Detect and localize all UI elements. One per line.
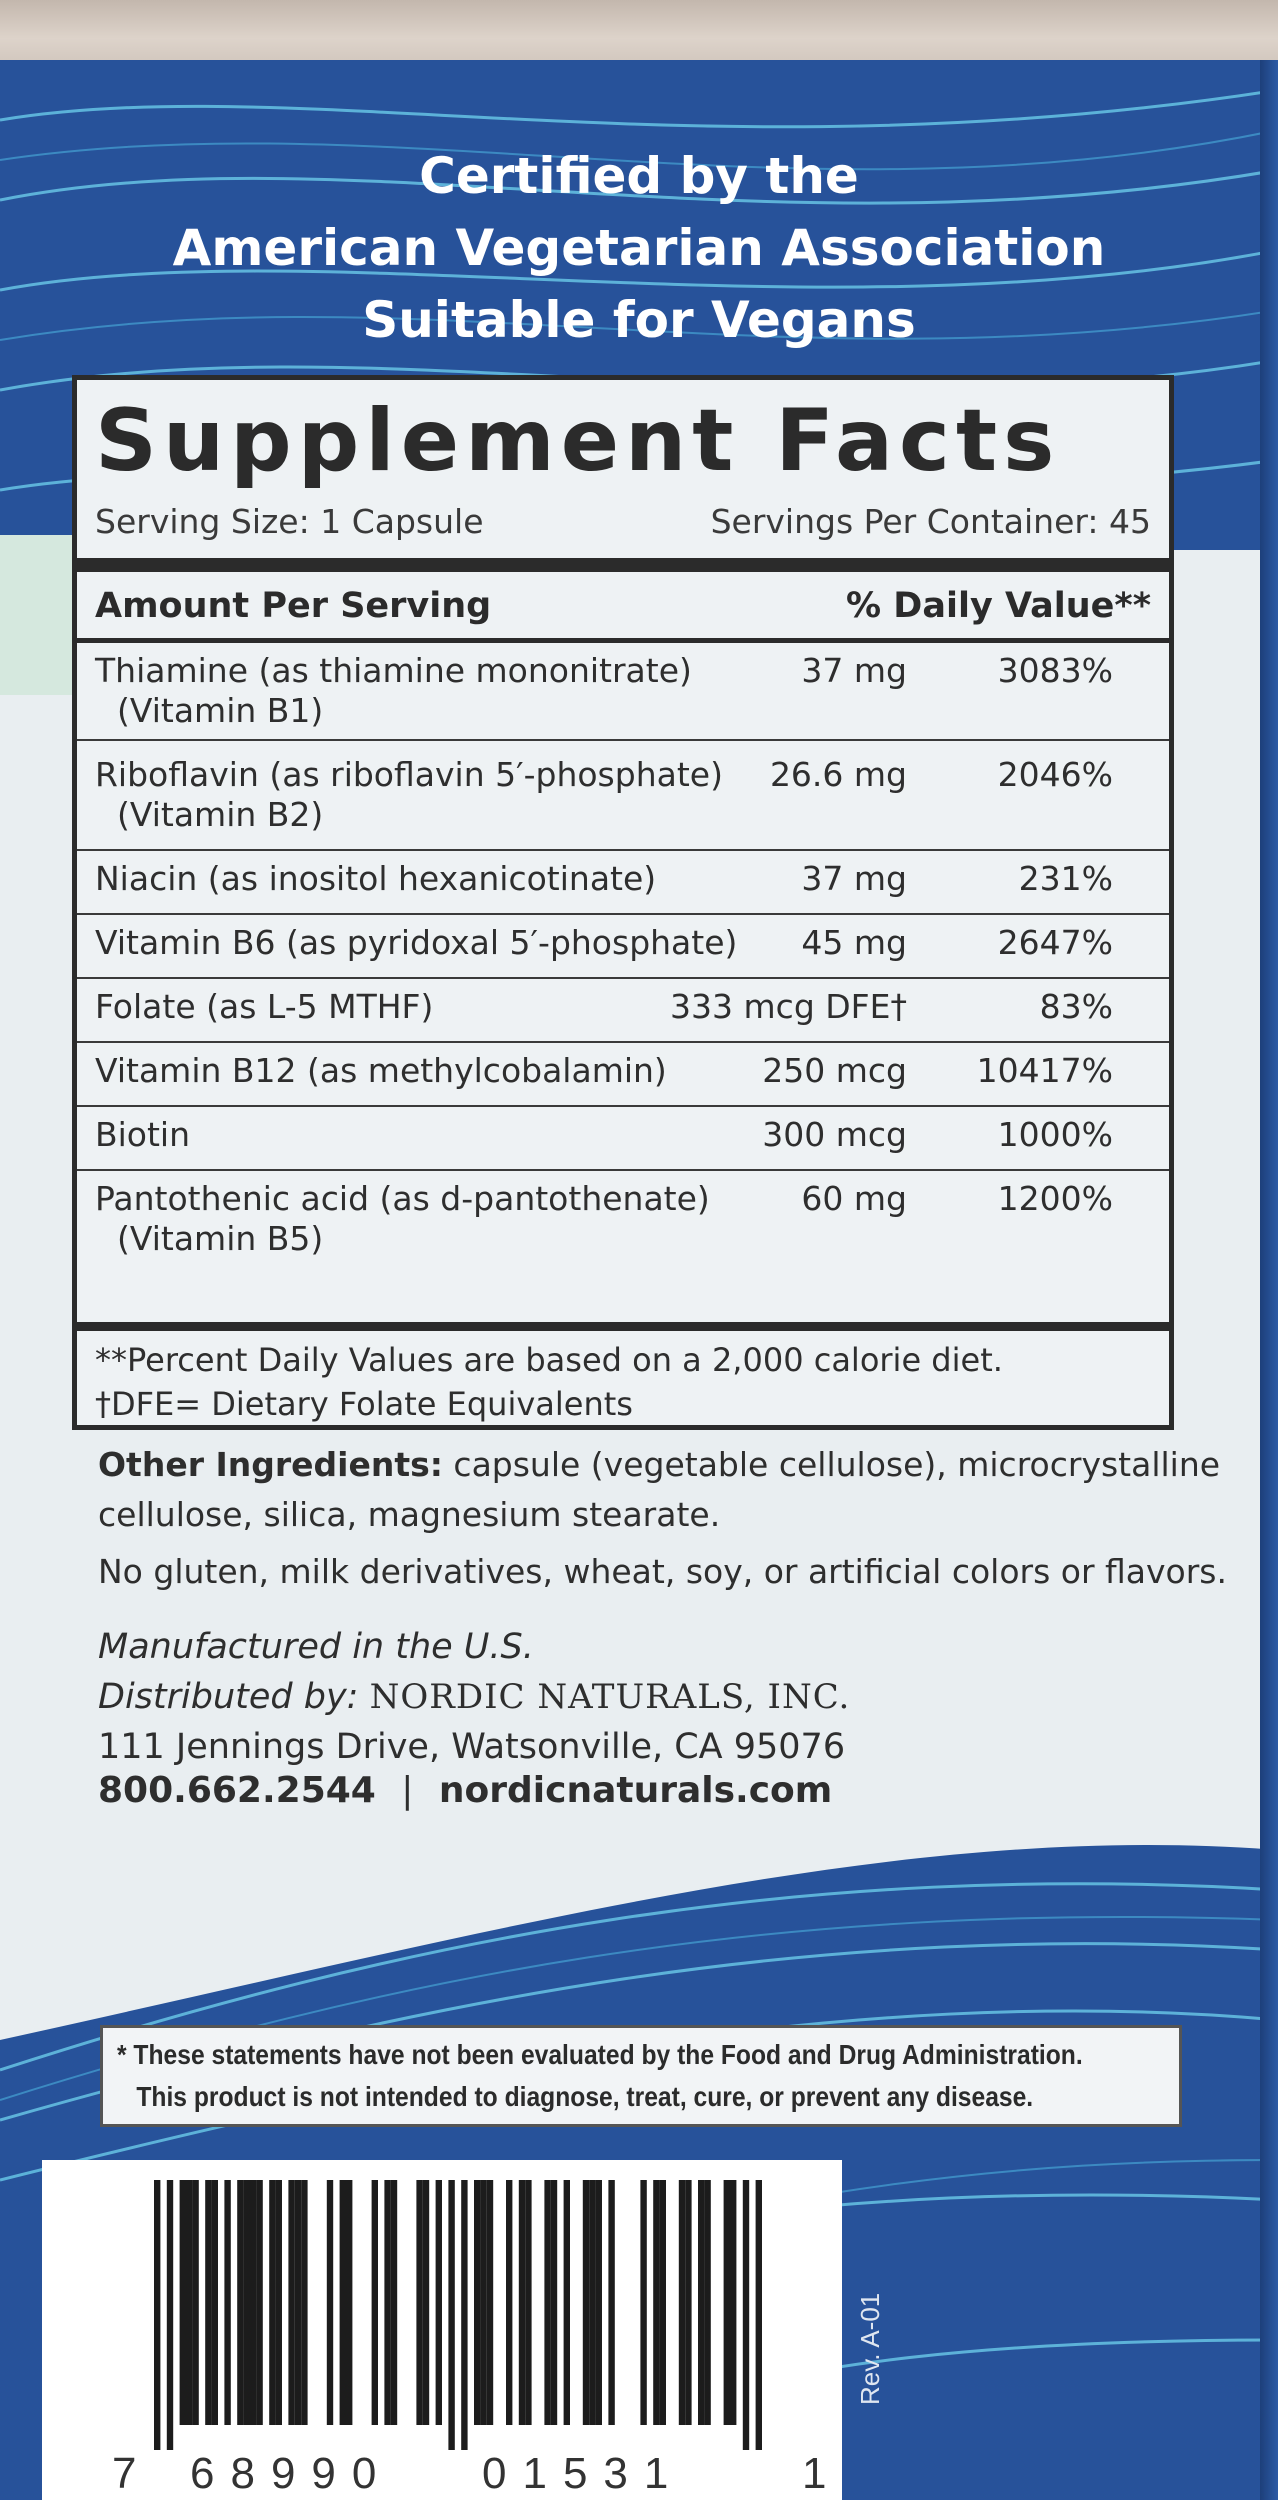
- barcode-bar: [192, 2180, 198, 2425]
- thick-divider: [77, 558, 1169, 572]
- barcode-bar: [180, 2180, 186, 2425]
- serving-size: Serving Size: 1 Capsule: [95, 502, 484, 541]
- barcode-bar: [461, 2180, 467, 2450]
- other-ingredients-label: Other Ingredients:: [98, 1445, 443, 1484]
- nutrient-daily-value: 3083%: [997, 651, 1113, 690]
- website: nordicnaturals.com: [438, 1770, 833, 1811]
- barcode-bar: [730, 2180, 736, 2425]
- nutrient-row: [77, 741, 1169, 851]
- box-side-edge: [1260, 60, 1278, 2500]
- disclaimer-line-2: This product is not intended to diagnose, treat, cure, or prevent any disease.: [136, 2081, 1034, 2112]
- daily-value-footnote: **Percent Daily Values are based on a 2,000 calorie diet.: [95, 1341, 1003, 1379]
- barcode-bar: [589, 2180, 595, 2425]
- company-address: 111 Jennings Drive, Watsonville, CA 95076: [98, 1727, 846, 1767]
- barcode-bar: [423, 2180, 429, 2425]
- barcode-bar: [685, 2180, 691, 2425]
- contact-line: [98, 1766, 832, 1816]
- nutrient-row: [77, 1107, 1169, 1171]
- barcode-bar: [391, 2180, 397, 2425]
- nutrient-row: [77, 979, 1169, 1043]
- barcode-bar: [276, 2180, 282, 2425]
- barcode-bar: [756, 2180, 762, 2450]
- nutrient-amount: 45 mg: [801, 923, 907, 962]
- nutrient-name: Folate (as L-5 MTHF): [95, 987, 434, 1026]
- barcode-bar: [224, 2180, 230, 2425]
- nutrient-amount: 37 mg: [801, 651, 907, 690]
- cert-line-2: American Vegetarian Association: [172, 219, 1106, 277]
- nutrient-amount: 333 mcg DFE†: [670, 987, 907, 1026]
- barcode-bar: [640, 2180, 646, 2425]
- company-name: NORDIC NATURALS, INC.: [369, 1677, 851, 1717]
- nutrient-row: [77, 643, 1169, 741]
- barcode-check-digit: 1: [802, 2449, 827, 2498]
- nutrient-subname: (Vitamin B5): [117, 1219, 324, 1258]
- barcode-bar: [704, 2180, 710, 2425]
- barcode-right-digits: 01531: [482, 2449, 685, 2498]
- barcode-bar: [724, 2180, 730, 2425]
- barcode-bar: [212, 2180, 218, 2425]
- barcode-bar: [544, 2180, 550, 2425]
- nutrient-row: [77, 851, 1169, 915]
- nutrient-subname: (Vitamin B2): [117, 795, 324, 834]
- barcode-bar: [167, 2180, 173, 2450]
- barcode-bar: [596, 2180, 602, 2425]
- barcode-bar: [384, 2180, 390, 2425]
- cert-line-3: Suitable for Vegans: [362, 291, 916, 349]
- nutrient-name: Niacin (as inositol hexanicotinate): [95, 859, 657, 898]
- phone-number: 800.662.2544: [98, 1770, 376, 1811]
- nutrient-amount: 300 mcg: [762, 1115, 907, 1154]
- barcode-bar: [608, 2180, 614, 2425]
- barcode-bar: [416, 2180, 422, 2425]
- nutrient-amount: 60 mg: [801, 1179, 907, 1218]
- column-header: [77, 580, 1169, 632]
- barcode-bars: [154, 2180, 762, 2450]
- barcode-bar: [340, 2180, 346, 2425]
- barcode-bar: [525, 2180, 531, 2425]
- barcode-bar: [186, 2180, 192, 2425]
- nutrient-amount: 26.6 mg: [769, 755, 907, 794]
- nutrient-name: Thiamine (as thiamine mononitrate): [95, 651, 692, 690]
- nutrient-daily-value: 83%: [1039, 987, 1113, 1026]
- other-ingredients-line-2: cellulose, silica, magnesium stearate.: [98, 1495, 721, 1534]
- green-side-tab: [0, 535, 72, 695]
- cert-line-1: Certified by the: [419, 147, 859, 205]
- nutrient-name: Riboflavin (as riboflavin 5′-phosphate): [95, 755, 723, 794]
- dfe-footnote: †DFE= Dietary Folate Equivalents: [95, 1385, 633, 1423]
- certification-text: [0, 140, 1278, 356]
- nutrient-daily-value: 2647%: [997, 923, 1113, 962]
- nutrient-amount: 250 mcg: [762, 1051, 907, 1090]
- amount-per-serving-header: Amount Per Serving: [95, 586, 492, 626]
- barcode-bar: [301, 2180, 307, 2425]
- nutrient-name: Pantothenic acid (as d-pantothenate): [95, 1179, 710, 1218]
- barcode-bar: [372, 2180, 378, 2425]
- barcode-bar: [679, 2180, 685, 2425]
- nutrient-row: [77, 1043, 1169, 1107]
- other-ingredients-line-1: capsule (vegetable cellulose), microcrystalline: [442, 1445, 1221, 1484]
- contact-separator: |: [401, 1770, 414, 1811]
- barcode-lead-digit: 7: [112, 2449, 137, 2498]
- nutrient-daily-value: 1000%: [997, 1115, 1113, 1154]
- barcode-bar: [295, 2180, 301, 2425]
- barcode-bar: [269, 2180, 275, 2425]
- barcode-bar: [564, 2180, 570, 2425]
- barcode-bar: [551, 2180, 557, 2425]
- barcode-bar: [698, 2180, 704, 2425]
- supplement-facts-title: Supplement Facts: [95, 391, 1061, 491]
- revision-code: Rev. A-01: [855, 2292, 885, 2405]
- barcode-bar: [487, 2180, 493, 2425]
- barcode-bar: [436, 2180, 442, 2425]
- barcode-bar: [346, 2180, 352, 2425]
- barcode-panel: [42, 2160, 842, 2500]
- barcode-left-digits: 68990: [190, 2449, 393, 2498]
- barcode: [42, 2160, 842, 2500]
- supplement-facts-panel: [72, 375, 1174, 1430]
- barcode-bar: [256, 2180, 262, 2425]
- barcode-bar: [448, 2180, 454, 2450]
- barcode-bar: [244, 2180, 250, 2425]
- other-ingredients: [98, 1440, 1220, 1540]
- barcode-bar: [154, 2180, 160, 2450]
- nutrient-subname: (Vitamin B1): [117, 691, 324, 730]
- fda-disclaimer: [100, 2025, 1182, 2127]
- nutrient-name: Vitamin B6 (as pyridoxal 5′-phosphate): [95, 923, 738, 962]
- barcode-bar: [288, 2180, 294, 2425]
- daily-value-header: % Daily Value**: [846, 586, 1151, 626]
- allergen-statement: No gluten, milk derivatives, wheat, soy, or artificial colors or flavors.: [98, 1552, 1227, 1591]
- distributed-by: [98, 1672, 850, 1722]
- barcode-bar: [506, 2180, 512, 2425]
- footnote-divider: [77, 1322, 1169, 1331]
- barcode-bar: [205, 2180, 211, 2425]
- nutrient-daily-value: 231%: [1018, 859, 1113, 898]
- nutrient-amount: 37 mg: [801, 859, 907, 898]
- barcode-bar: [474, 2180, 480, 2425]
- barcode-bar: [583, 2180, 589, 2425]
- barcode-bar: [519, 2180, 525, 2425]
- barcode-bar: [480, 2180, 486, 2425]
- barcode-bar: [250, 2180, 256, 2425]
- barcode-bar: [660, 2180, 666, 2425]
- nutrient-name: Vitamin B12 (as methylcobalamin): [95, 1051, 667, 1090]
- nutrient-row: [77, 915, 1169, 979]
- barcode-bar: [237, 2180, 243, 2425]
- disclaimer-line-1: * These statements have not been evaluated by the Food and Drug Administration.: [117, 2039, 1083, 2070]
- servings-per-container: Servings Per Container: 45: [710, 502, 1151, 541]
- nutrient-daily-value: 2046%: [997, 755, 1113, 794]
- nutrient-name: Biotin: [95, 1115, 191, 1154]
- barcode-bar: [327, 2180, 333, 2425]
- nutrient-daily-value: 1200%: [997, 1179, 1113, 1218]
- nutrient-daily-value: 10417%: [976, 1051, 1113, 1090]
- nutrient-row: [77, 1171, 1169, 1321]
- distributed-by-label: Distributed by:: [98, 1677, 359, 1717]
- barcode-bar: [743, 2180, 749, 2450]
- manufactured-in: Manufactured in the U.S.: [98, 1627, 534, 1667]
- barcode-bar: [653, 2180, 659, 2425]
